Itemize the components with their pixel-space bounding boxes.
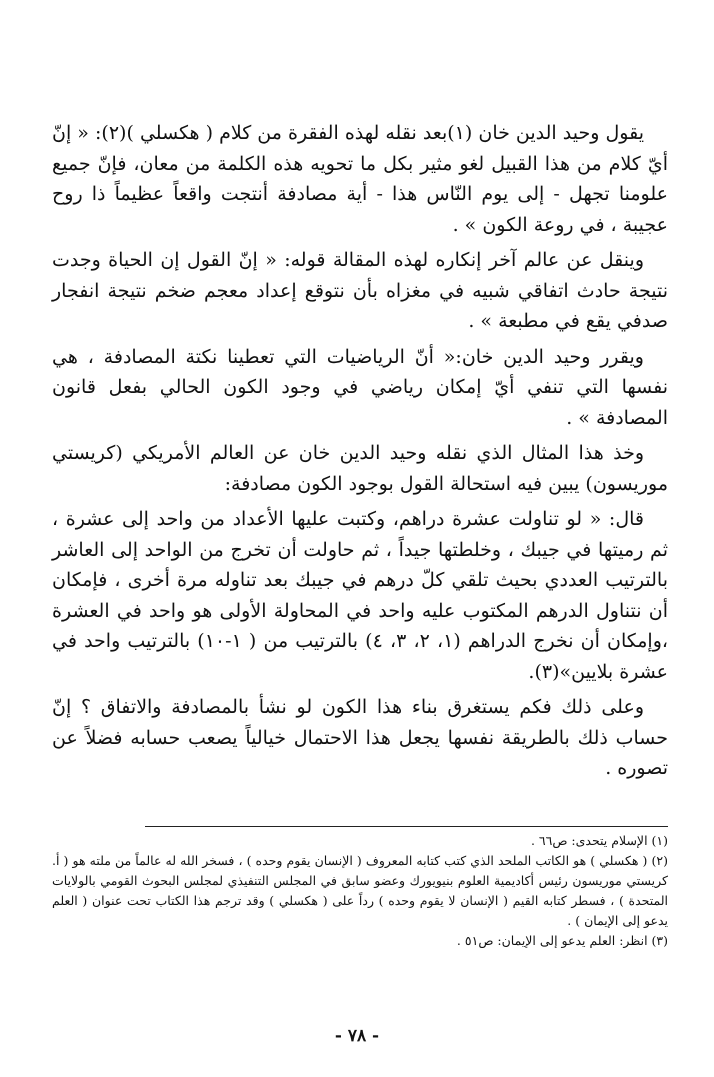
paragraph-4: وخذ هذا المثال الذي نقله وحيد الدين خان عن العالم الأمريكي (كريستي موريسون) يبين فيه استحالة القول بوجود الكون مصادفة: [52, 442, 668, 495]
paragraph-3: ويقرر وحيد الدين خان:« أنّ الرياضيات التي تعطينا نكتة المصادفة ، هي نفسها التي تنفي أيّ إمكان رياضي في وجود الكون الحالي بفعل قانون المصادفة » . [52, 345, 668, 429]
footnote-divider [145, 826, 668, 827]
paragraph-5: قال: « لو تناولت عشرة دراهم، وكتبت عليها الأعداد من واحد إلى عشرة ، ثم رميتها في جيبك ، وخلطتها جيداً ، ثم حاولت أن تخرج من الواحد إلى العاشر بالترتيب العددي بحيث تلقي كلّ درهم في جيبك بعد تناوله مرة أخرى ، فإمكان أن نتناول الدرهم المكتوب عليه واحد في المحاولة الأولى هو واحد في العشرة ،وإمكان أن نخرج الدراهم (١، ٢، ٣، ٤) بالترتيب من ( ١-١٠) بالترتيب واحد في عشرة بلايين»(٣). [52, 508, 669, 683]
footnote-3: (٣) انظر: العلم يدعو إلى الإيمان: ص٥١ . [456, 933, 668, 948]
paragraph-6: وعلى ذلك فكم يستغرق بناء هذا الكون لو نشأ بالمصادفة والاتفاق ؟ إنّ حساب ذلك بالطريقة نفسها يجعل هذا الاحتمال خيالياً يصعب حسابه فضلاً عن تصوره . [52, 696, 668, 779]
page-number: - ٧٨ - [334, 1026, 380, 1046]
paragraph-1: يقول وحيد الدين خان (١)بعد نقله لهذه الفقرة من كلام ( هكسلي )(٢): « إنّ أيّ كلام من هذا القبيل لغو مثير بكل ما تحويه هذه الكلمة من معان، فإنّ جميع علومنا تجهل - إلى يوم النّاس هذا - أية مصادفة أنتجت واقعاً عظيماً ذا روح عجيبة ، في روعة الكون » . [52, 122, 668, 236]
footnote-1: (١) الإسلام يتحدى: ص٦٦ . [530, 833, 668, 848]
paragraph-2: وينقل عن عالم آخر إنكاره لهذه المقالة قوله: « إنّ القول إن الحياة وجدت نتيجة حادث اتفاقي شبيه في مغزاه بأن نتوقع إعداد معجم ضخم نتيجة انفجار صدفي يقع في مطبعة » . [52, 249, 668, 332]
body-text [52, 118, 668, 789]
footnote-2: (٢) ( هكسلي ) هو الكاتب الملحد الذي كتب كتابه المعروف ( الإنسان يقوم وحده ) ، فسخر الله له عالماً من ملته هو ( أ. كريستي موريسون رئيس أكاديمية العلوم بنيويورك وعضو سابق في المجلس التنفيذي لمجلس البحوث القومي بالولايات المتحدة ) ، فسطر كتابه القيم ( الإنسان لا يقوم وحده ) رداً على ( هكسلي ) وقد ترجم هذا الكتاب تحت عنوان ( العلم يدعو إلى الإيمان ) . [52, 853, 668, 928]
footnotes [52, 831, 668, 951]
